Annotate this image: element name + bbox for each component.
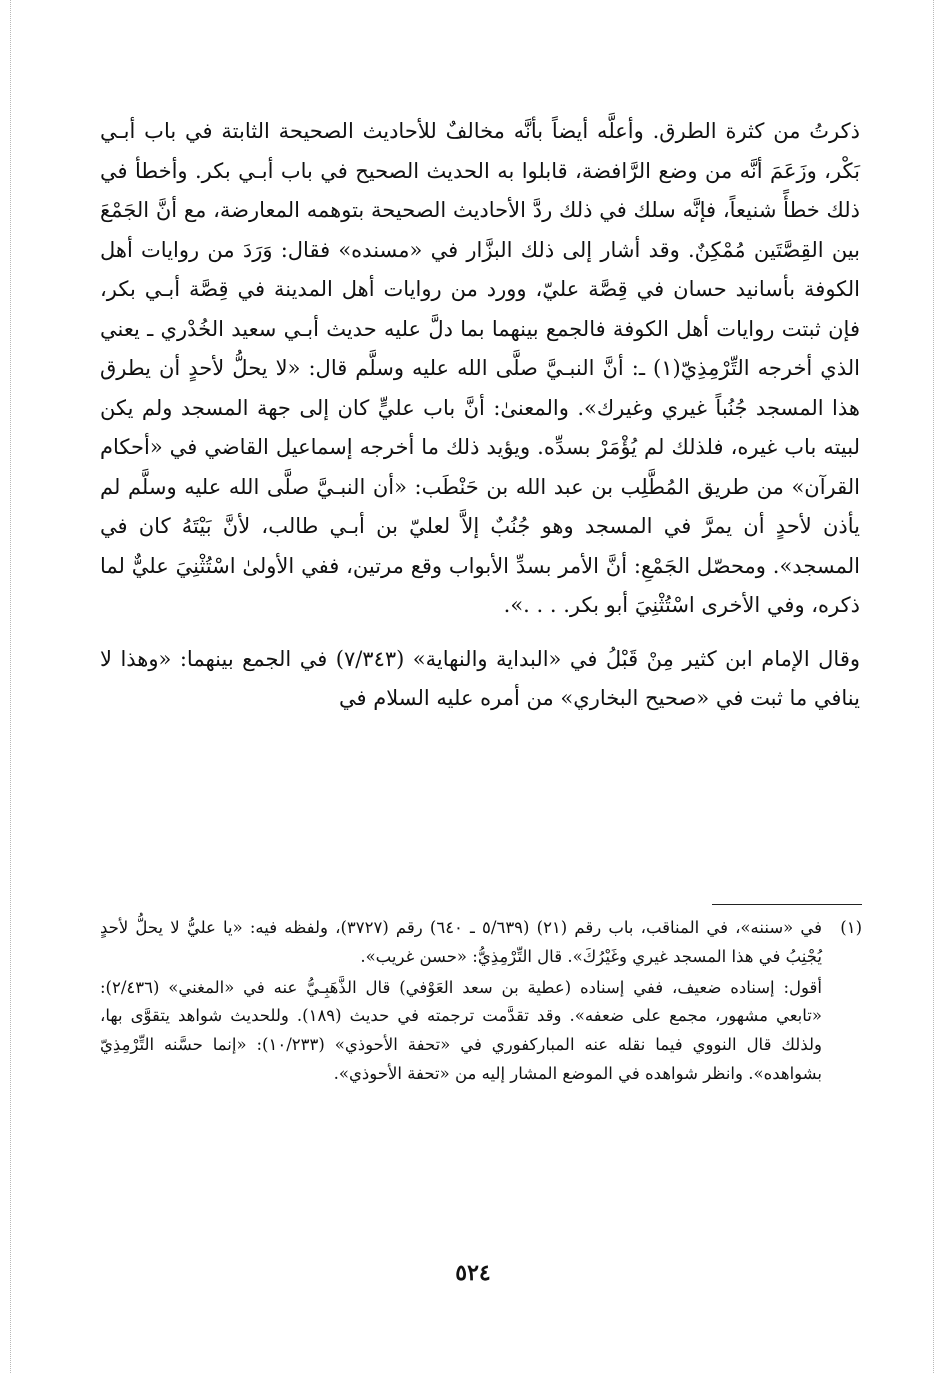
footnote-body: [100, 914, 822, 1089]
footnote-1: [100, 914, 862, 1089]
footnote-number: (١): [840, 918, 862, 937]
page-number: ٥٢٤: [455, 1260, 491, 1286]
main-text-block: [100, 112, 860, 719]
scan-dotted-edge-left: [10, 0, 11, 1373]
main-paragraph-1: ذكرتُ من كثرة الطرق. وأعلَّه أيضاً بأنَّه مخالفٌ للأحاديث الصحيحة الثابتة في باب أبـي بَكْر، وزَعَمَ أنَّه من وضع الرَّافضة، قابلوا به الحديث الصحيح في باب أبـي بكر. وأخطأ في ذلك خطأً شنيعاً، فإنَّه سلك في ذلك ردَّ الأحاديث الصحيحة بتوهمه المعارضة، مع أنَّ الجَمْعَ بين القِصَّتَين مُمْكِنٌ. وقد أشار إلى ذلك البزَّار في «مسنده» فقال: وَرَدَ من روايات أهل الكوفة بأسانيد حسان في قِصَّة عليّ، وورد من روايات أهل المدينة في قِصَّة أبـي بكر، فإن ثبتت روايات أهل الكوفة فالجمع بينهما بما دلَّ عليه حديث أبـي سعيد الخُدْري ـ يعني الذي أخرجه التِّرْمِذِيّ(١) ـ: أنَّ النبـيَّ صلَّى الله عليه وسلَّم قال: «لا يحلُّ لأحدٍ أن يطرق هذا المسجد جُنُباً غيري وغيرك». والمعنىٰ: أنَّ باب عليٍّ كان إلى جهة المسجد ولم يكن لبيته باب غيره، فلذلك لم يُؤْمَرْ بسدِّه. ويؤيد ذلك ما أخرجه إسماعيل القاضي في «أحكام القرآن» من طريق المُطَّلِب بن عبد الله بن حَنْطَب: «أن النبـيَّ صلَّى الله عليه وسلَّم لم يأذن لأحدٍ أن يمرَّ في المسجد وهو جُنُبٌ إلاَّ لعليّ بن أبـي طالب، لأنَّ بَيْتَهُ كان في المسجد». ومحصّل الجَمْعِ: أنَّ الأمر بسدِّ الأبواب وقع مرتين، ففي الأولىٰ اسْتُثْنِيَ عليٌّ لما ذكره، وفي الأخرى اسْتُثْنِيَ أبو بكر. . . .».: [100, 119, 860, 617]
footnote-divider: [712, 904, 862, 905]
scan-dotted-edge-right: [933, 0, 934, 1373]
footnote-text-2: أقول: إسناده ضعيف، ففي إسناده (عطية بن سعد العَوْفي) قال الذَّهَبِـيُّ عنه في «المغني» (٢/٤٣٦): «تابعي مشهور، مجمع على ضعفه». وقد تقدَّمت ترجمته في حديث (١٨٩). وللحديث شواهد يتقوَّى بها، ولذلك قال النووي فيما نقله عنه المباركفوري في «تحفة الأحوذي» (١٠/٢٣٣): «إنما حسَّنه التِّرْمِذِيّ بشواهده». وانظر شواهده في الموضع المشار إليه من «تحفة الأحوذي».: [100, 977, 822, 1083]
footnote-block: [100, 914, 862, 1089]
main-paragraph-2: وقال الإمام ابن كثير مِنْ قَبْلُ في «البداية والنهاية» (٧/٣٤٣) في الجمع بينهما: «وهذا لا ينافي ما ثبت في «صحيح البخاري» من أمره عليه السلام في: [100, 646, 860, 710]
footnote-text-1: في «سننه»، في المناقب، باب رقم (٢١) (٥/٦٣٩ ـ ٦٤٠) رقم (٣٧٢٧)، ولفظه فيه: «يا عليُّ لا يحلُّ لأحدٍ يُجْنِبُ في هذا المسجد غيري وغَيْرُكَ». قال التِّرْمِذِيُّ: «حسن غريب».: [100, 918, 823, 966]
